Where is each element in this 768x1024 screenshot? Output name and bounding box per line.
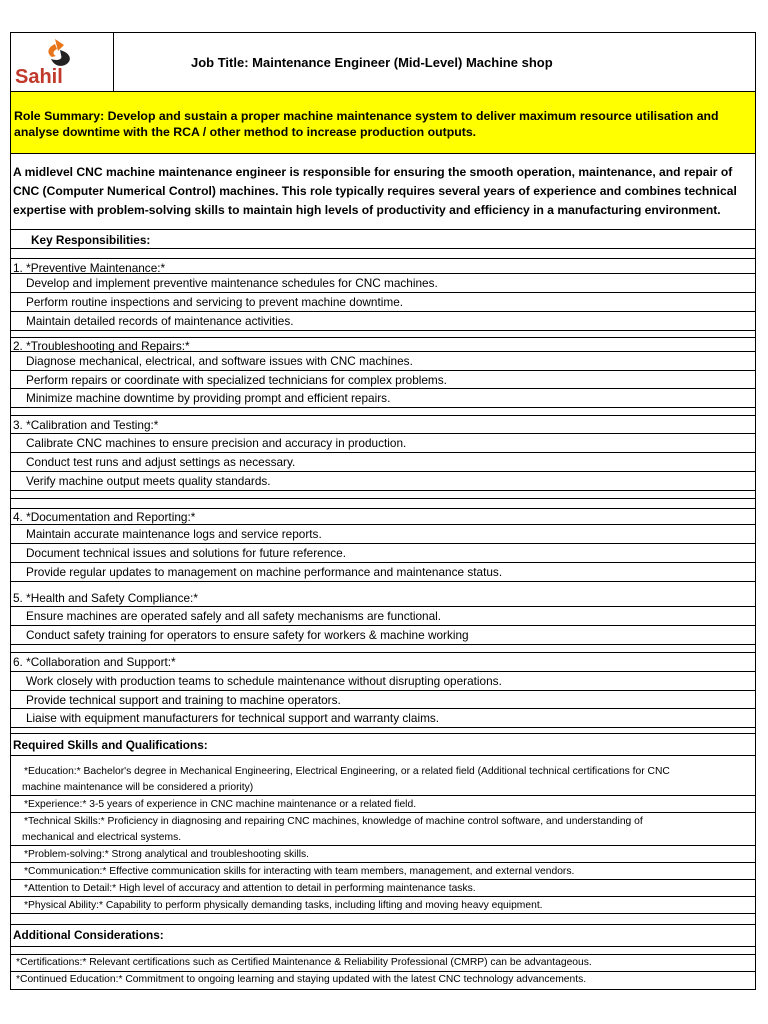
- responsibility-item: Verify machine output meets quality standards.: [26, 474, 271, 488]
- row-divider: [11, 755, 755, 756]
- role-summary-box: [11, 91, 755, 154]
- row-divider: [11, 471, 755, 472]
- skills-heading: Required Skills and Qualifications:: [13, 738, 208, 752]
- row-divider: [11, 795, 755, 796]
- additional-heading: Additional Considerations:: [13, 928, 164, 942]
- row-divider: [11, 407, 755, 408]
- section-heading: 2. *Troubleshooting and Repairs:*: [13, 339, 190, 353]
- role-summary-text: Role Summary: Develop and sustain a proper machine maintenance system to deliver maximum resource utilisation and analyse downtime with the RCA / other method to increase production outputs.: [14, 109, 719, 139]
- sahil-logo: [11, 33, 114, 91]
- skill-item: *Education:* Bachelor's degree in Mechanical Engineering, Electrical Engineering, or a related field (Additional technical certifications for CNC: [24, 766, 670, 777]
- responsibility-item: Maintain detailed records of maintenance activities.: [26, 314, 294, 328]
- row-divider: [11, 258, 755, 259]
- row-divider: [11, 708, 755, 709]
- logo-wordmark: [15, 66, 63, 88]
- row-divider: [11, 924, 755, 925]
- row-divider: [11, 812, 755, 813]
- responsibility-item: Perform routine inspections and servicing to prevent machine downtime.: [26, 295, 404, 309]
- row-divider: [11, 727, 755, 728]
- skill-item: mechanical and electrical systems.: [22, 832, 182, 843]
- row-divider: [11, 337, 755, 338]
- job-description-sheet: [10, 32, 756, 990]
- additional-item: *Continued Education:* Commitment to ongoing learning and staying updated with the latest CNC technology advancements.: [16, 974, 587, 985]
- key-responsibilities-heading: Key Responsibilities:: [31, 233, 151, 247]
- responsibility-item: Document technical issues and solutions for future reference.: [26, 546, 346, 560]
- row-divider: [11, 606, 755, 607]
- row-divider: [11, 671, 755, 672]
- skill-item: *Problem-solving:* Strong analytical and troubleshooting skills.: [24, 849, 310, 860]
- skill-item: *Attention to Detail:* High level of accuracy and attention to detail in performing maintenance tasks.: [24, 883, 476, 894]
- row-divider: [11, 433, 755, 434]
- row-divider: [11, 229, 755, 230]
- section-heading: 3. *Calibration and Testing:*: [13, 418, 159, 432]
- row-divider: [11, 292, 755, 293]
- row-divider: [11, 581, 755, 582]
- row-divider: [11, 498, 755, 499]
- responsibility-item: Conduct test runs and adjust settings as necessary.: [26, 455, 296, 469]
- row-divider: [11, 543, 755, 544]
- responsibility-item: Provide regular updates to management on machine performance and maintenance status.: [26, 565, 503, 579]
- row-divider: [11, 388, 755, 389]
- responsibility-item: Maintain accurate maintenance logs and service reports.: [26, 527, 322, 541]
- row-divider: [11, 896, 755, 897]
- responsibility-item: Ensure machines are operated safely and all safety mechanisms are functional.: [26, 609, 442, 623]
- skill-item: *Technical Skills:* Proficiency in diagnosing and repairing CNC machines, knowledge of machine control software, and understanding of: [24, 816, 643, 827]
- row-divider: [11, 415, 755, 416]
- row-divider: [11, 452, 755, 453]
- responsibility-item: Provide technical support and training to machine operators.: [26, 693, 341, 707]
- row-divider: [11, 879, 755, 880]
- row-divider: [11, 562, 755, 563]
- page-title: Job Title: Maintenance Engineer (Mid-Level) Machine shop: [191, 55, 553, 70]
- row-divider: [11, 351, 755, 352]
- responsibility-item: Minimize machine downtime by providing prompt and efficient repairs.: [26, 391, 391, 405]
- row-divider: [11, 971, 755, 972]
- responsibility-item: Perform repairs or coordinate with specialized technicians for complex problems.: [26, 373, 447, 387]
- row-divider: [11, 248, 755, 249]
- row-divider: [11, 652, 755, 653]
- skill-item: *Communication:* Effective communication skills for interacting with team members, management, and external vendors.: [24, 866, 575, 877]
- row-divider: [11, 862, 755, 863]
- row-divider: [11, 733, 755, 734]
- responsibility-item: Develop and implement preventive maintenance schedules for CNC machines.: [26, 276, 438, 290]
- row-divider: [11, 946, 755, 947]
- row-divider: [11, 370, 755, 371]
- row-divider: [11, 311, 755, 312]
- section-heading: 1. *Preventive Maintenance:*: [13, 261, 166, 275]
- responsibility-item: Liaise with equipment manufacturers for technical support and warranty claims.: [26, 711, 440, 725]
- section-heading: 6. *Collaboration and Support:*: [13, 655, 176, 669]
- svg-text:Sahil: Sahil: [15, 66, 63, 88]
- responsibility-item: Diagnose mechanical, electrical, and software issues with CNC machines.: [26, 354, 413, 368]
- row-divider: [11, 644, 755, 645]
- additional-item: *Certifications:* Relevant certifications such as Certified Maintenance & Reliability Professional (CMRP) can be advantageous.: [16, 957, 592, 968]
- skill-item: *Experience:* 3-5 years of experience in CNC machine maintenance or a related field.: [24, 799, 417, 810]
- row-divider: [11, 625, 755, 626]
- section-heading: 4. *Documentation and Reporting:*: [13, 510, 196, 524]
- skill-item: *Physical Ability:* Capability to perform physically demanding tasks, including lifting and moving heavy equipment.: [24, 900, 543, 911]
- row-divider: [11, 273, 755, 274]
- row-divider: [11, 330, 755, 331]
- row-divider: [11, 845, 755, 846]
- responsibility-item: Calibrate CNC machines to ensure precision and accuracy in production.: [26, 436, 407, 450]
- section-heading: 5. *Health and Safety Compliance:*: [13, 591, 198, 605]
- row-divider: [11, 913, 755, 914]
- responsibility-item: Work closely with production teams to schedule maintenance without disrupting operations.: [26, 674, 502, 688]
- skill-item: machine maintenance will be considered a priority): [22, 782, 254, 793]
- responsibility-item: Conduct safety training for operators to ensure safety for workers & machine working: [26, 628, 469, 642]
- row-divider: [11, 954, 755, 955]
- logo-cell: [11, 33, 114, 91]
- row-divider: [11, 524, 755, 525]
- row-divider: [11, 690, 755, 691]
- row-divider: [11, 490, 755, 491]
- intro-paragraph: A midlevel CNC machine maintenance engineer is responsible for ensuring the smooth operation, maintenance, and repair of CNC (Computer Numerical Control) machines. This role typically requires several years of experience and combines technical expertise with problem-solving skills to maintain high levels of productivity and efficiency in a manufacturing environment.: [13, 165, 737, 217]
- row-divider: [11, 508, 755, 509]
